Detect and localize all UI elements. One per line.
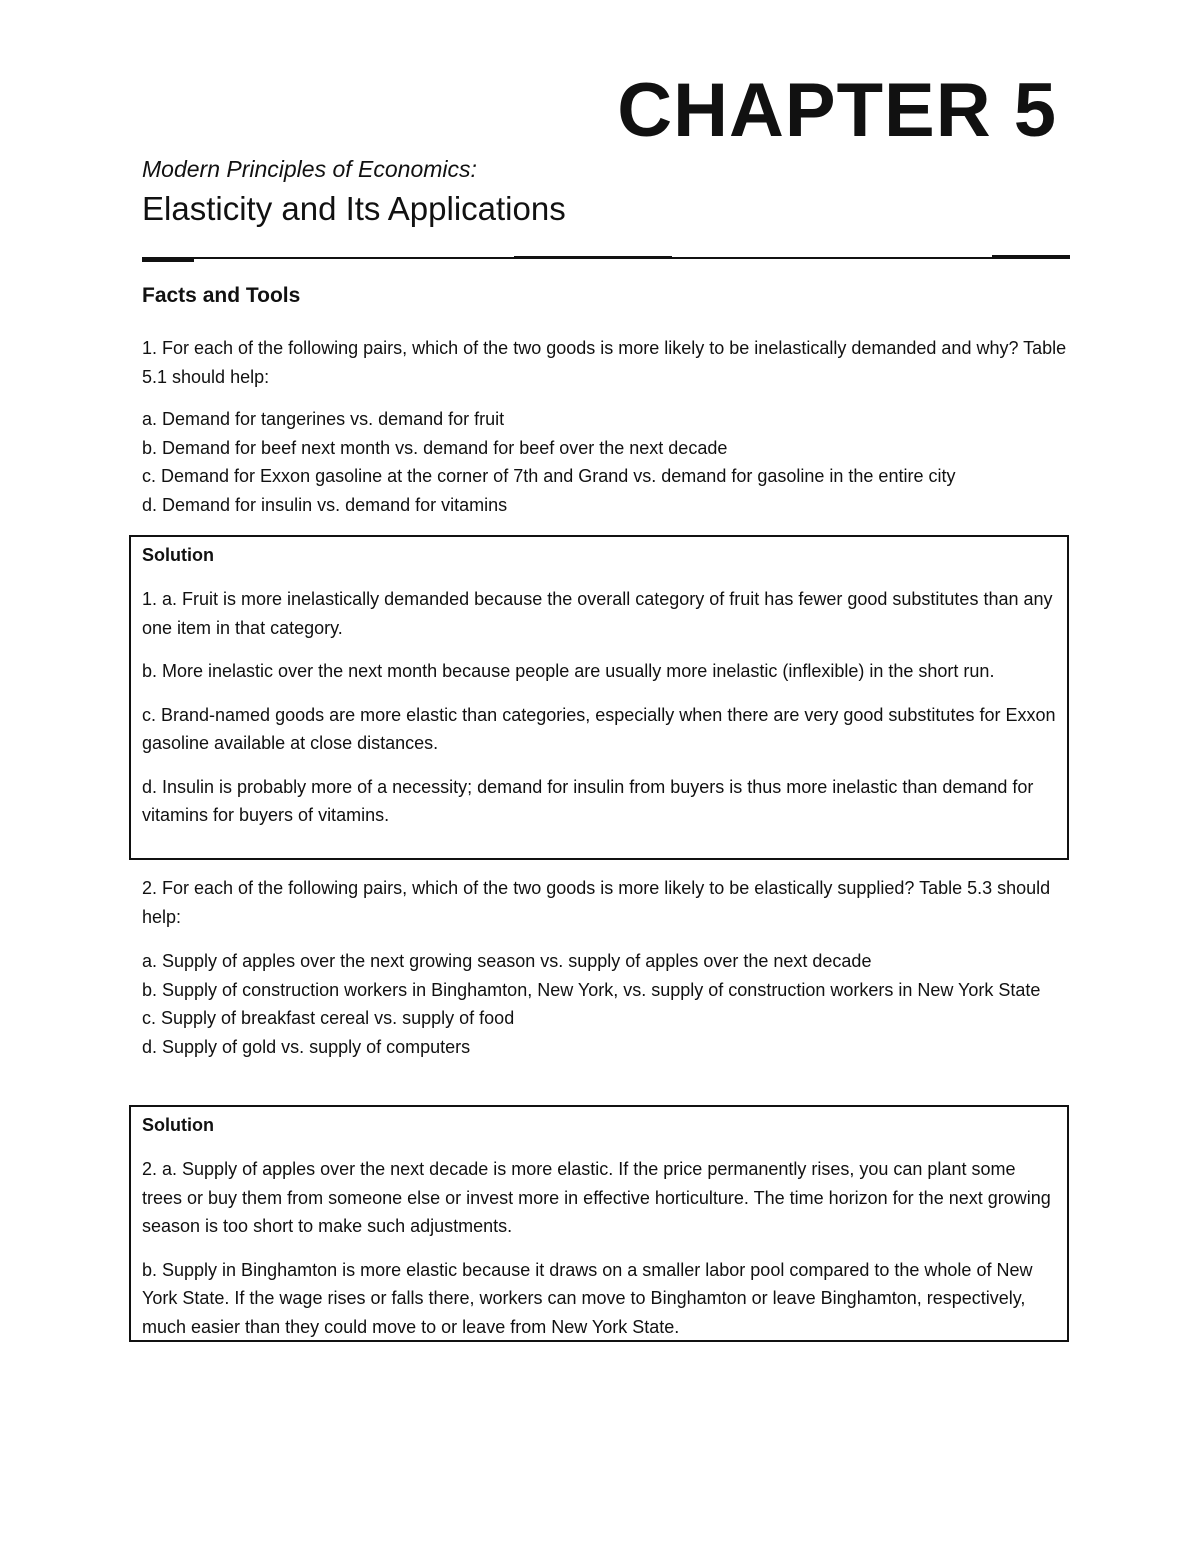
question-1-prompt: 1. For each of the following pairs, which of the two goods is more likely to be inelastically demanded and why? Table 5.1 should help: — [142, 338, 1067, 387]
book-subtitle: Modern Principles of Economics: — [142, 156, 477, 182]
question-2-options — [142, 947, 1070, 1061]
solution-1-heading: Solution — [142, 545, 214, 565]
solution-1-paragraph-d: d. Insulin is probably more of a necessity; demand for insulin from buyers is thus more inelastic than demand for vitamins for buyers of vitamins. — [142, 776, 1034, 825]
solution-2-paragraph-a: 2. a. Supply of apples over the next decade is more elastic. If the price permanently rises, you can plant some trees or buy them from someone else or invest more in effective horticulture. The time horizon for the next growing season is too short to make such adjustments. — [142, 1159, 1051, 1236]
question-1-option-c: c. Demand for Exxon gasoline at the corner of 7th and Grand vs. demand for gasoline in the entire city — [142, 466, 956, 486]
question-2-option-d: d. Supply of gold vs. supply of computers — [142, 1036, 471, 1057]
question-2-option-b: b. Supply of construction workers in Binghamton, New York, vs. supply of construction workers in New York State — [142, 979, 1041, 1000]
question-1-option-d: d. Demand for insulin vs. demand for vitamins — [142, 494, 508, 515]
question-2-prompt: 2. For each of the following pairs, which of the two goods is more likely to be elastically supplied? Table 5.3 should help: — [142, 878, 1051, 927]
question-1-option-a: a. Demand for tangerines vs. demand for fruit — [142, 409, 505, 429]
solution-1-paragraph-b: b. More inelastic over the next month because people are usually more inelastic (inflexible) in the short run. — [142, 661, 995, 681]
question-1-options — [142, 405, 1070, 519]
section-heading: Facts and Tools — [142, 284, 301, 307]
solution-2-box — [129, 1105, 1069, 1342]
chapter-number: CHAPTER 5 — [617, 68, 1057, 153]
solution-2-heading: Solution — [142, 1115, 214, 1135]
question-2-option-c: c. Supply of breakfast cereal vs. supply of food — [142, 1008, 515, 1028]
question-2-option-a: a. Supply of apples over the next growing season vs. supply of apples over the next decade — [142, 951, 872, 971]
solution-1-box — [129, 535, 1069, 860]
chapter-title: Elasticity and Its Applications — [142, 190, 566, 227]
solution-1-paragraph-c: c. Brand-named goods are more elastic than categories, especially when there are very good substitutes for Exxon gasoline available at close distances. — [142, 704, 1056, 753]
solution-1-paragraph-a: 1. a. Fruit is more inelastically demanded because the overall category of fruit has fewer good substitutes than any one item in that category. — [142, 589, 1053, 638]
solution-2-paragraph-b: b. Supply in Binghamton is more elastic because it draws on a smaller labor pool compared to the whole of New York State. If the wage rises or falls there, workers can move to Binghamton or leave Binghamton, respectively, much easier than they could move to or leave from New York State. — [142, 1259, 1033, 1337]
question-1-option-b: b. Demand for beef next month vs. demand for beef over the next decade — [142, 437, 728, 458]
